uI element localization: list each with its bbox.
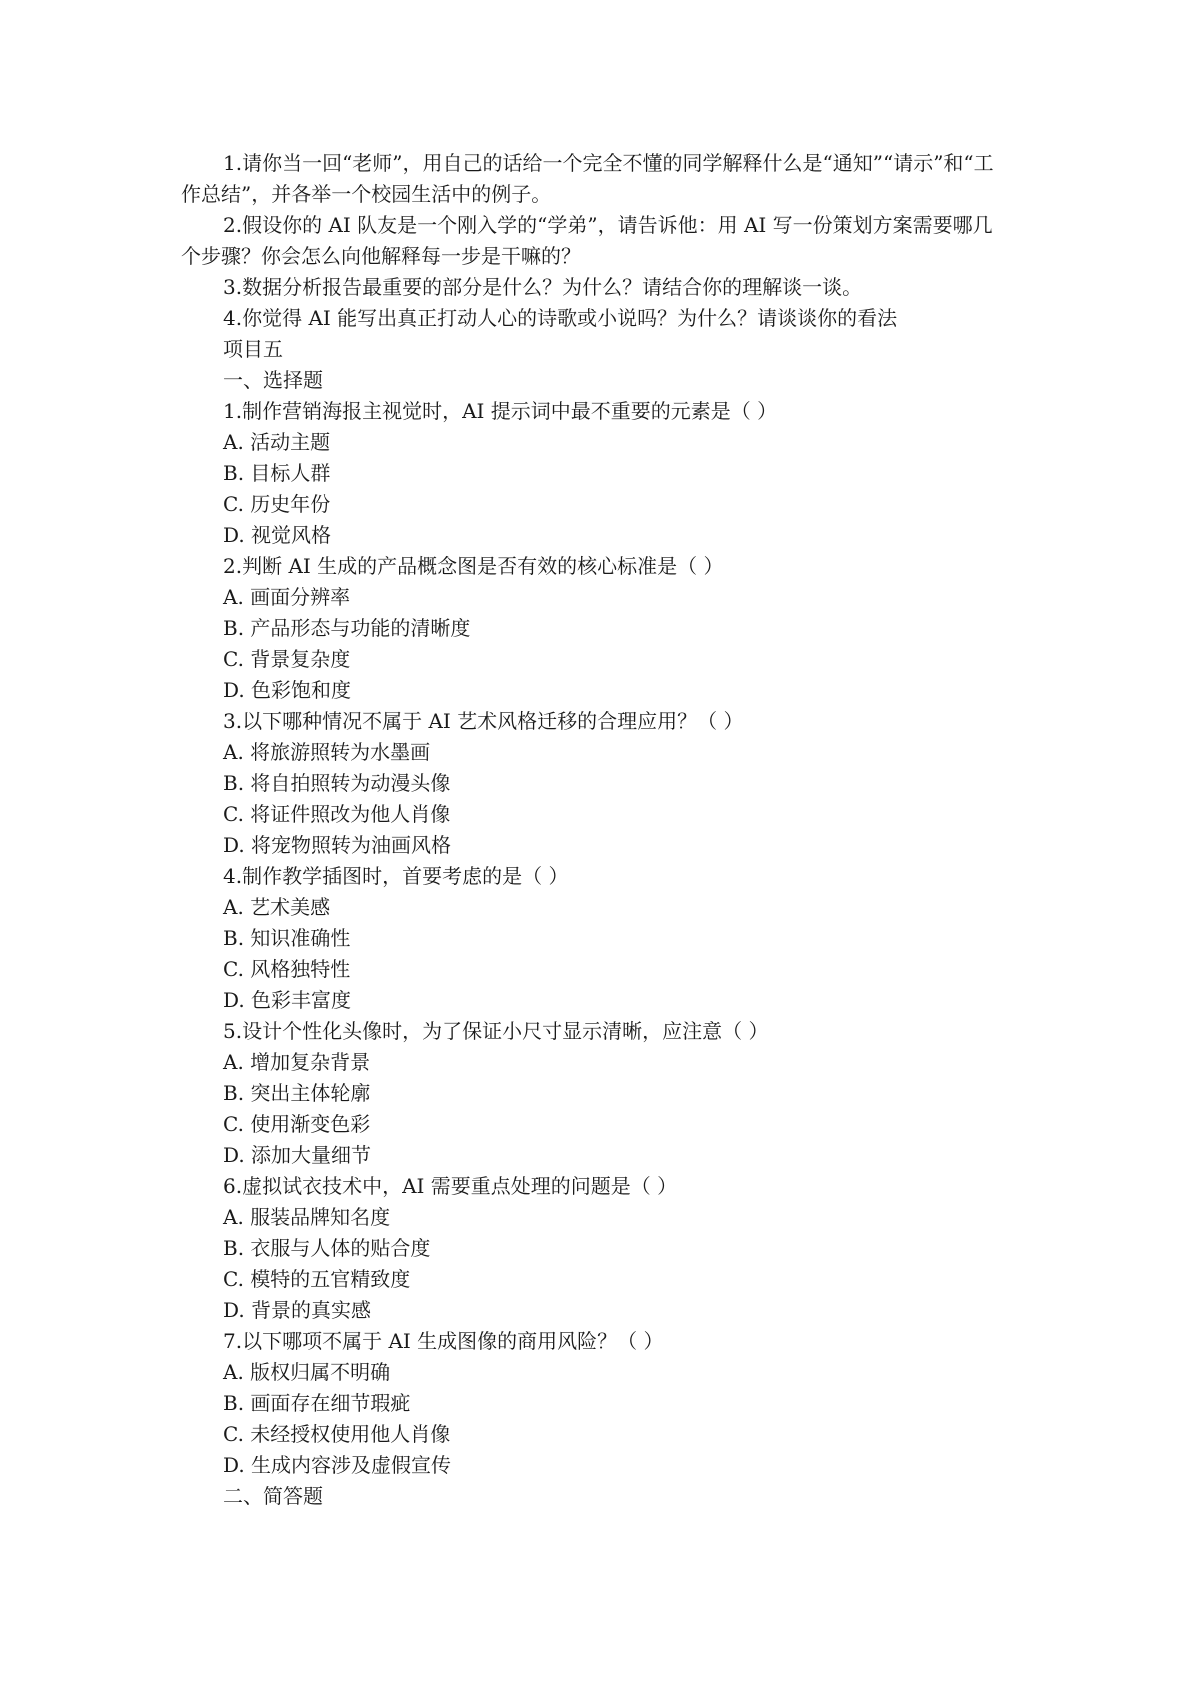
section-heading-choice: 一、选择题 (223, 368, 323, 392)
option: C. 模特的五官精致度 (223, 1267, 411, 1291)
option: C. 使用渐变色彩 (223, 1112, 371, 1136)
intro-question-1: 1.请你当一回“老师”，用自己的话给一个完全不懂的同学解释什么是“通知”“请示”和“工作总结”，并各举一个校园生活中的例子。 (181, 151, 994, 206)
project-title: 项目五 (223, 337, 283, 361)
option: D. 添加大量细节 (223, 1143, 372, 1167)
option: D. 将宠物照转为油画风格 (223, 833, 452, 857)
option: C. 风格独特性 (223, 957, 351, 981)
option: D. 色彩丰富度 (223, 988, 352, 1012)
option: D. 视觉风格 (223, 523, 332, 547)
intro-question-2: 2.假设你的 AI 队友是一个刚入学的“学弟”，请告诉他：用 AI 写一份策划方案需要哪几个步骤？你会怎么向他解释每一步是干嘛的？ (181, 213, 993, 268)
option: B. 突出主体轮廓 (223, 1081, 371, 1105)
option: B. 衣服与人体的贴合度 (223, 1236, 431, 1260)
option: D. 色彩饱和度 (223, 678, 352, 702)
question-stem: 7.以下哪项不属于 AI 生成图像的商用风险？（ ） (223, 1329, 664, 1353)
option: B. 产品形态与功能的清晰度 (223, 616, 471, 640)
option: B. 目标人群 (223, 461, 331, 485)
option: C. 背景复杂度 (223, 647, 351, 671)
option: B. 将自拍照转为动漫头像 (223, 771, 451, 795)
section-heading-short-answer: 二、简答题 (223, 1484, 323, 1508)
option: A. 艺术美感 (223, 895, 331, 919)
option: C. 未经授权使用他人肖像 (223, 1422, 451, 1446)
option: A. 画面分辨率 (223, 585, 351, 609)
option: D. 背景的真实感 (223, 1298, 372, 1322)
question-stem: 2.判断 AI 生成的产品概念图是否有效的核心标准是（ ） (223, 554, 724, 578)
question-stem: 5.设计个性化头像时，为了保证小尺寸显示清晰，应注意（ ） (223, 1019, 769, 1043)
question-stem: 4.制作教学插图时，首要考虑的是（ ） (223, 864, 569, 888)
option: A. 服装品牌知名度 (223, 1205, 391, 1229)
option: B. 知识准确性 (223, 926, 351, 950)
question-stem: 3.以下哪种情况不属于 AI 艺术风格迁移的合理应用？（ ） (223, 709, 744, 733)
intro-question-4: 4.你觉得 AI 能写出真正打动人心的诗歌或小说吗？为什么？请谈谈你的看法 (223, 306, 898, 330)
option: C. 将证件照改为他人肖像 (223, 802, 451, 826)
question-stem: 1.制作营销海报主视觉时，AI 提示词中最不重要的元素是（ ） (223, 399, 778, 423)
option: B. 画面存在细节瑕疵 (223, 1391, 411, 1415)
option: D. 生成内容涉及虚假宣传 (223, 1453, 452, 1477)
option: A. 增加复杂背景 (223, 1050, 371, 1074)
option: A. 版权归属不明确 (223, 1360, 391, 1384)
option: A. 将旅游照转为水墨画 (223, 740, 431, 764)
option: C. 历史年份 (223, 492, 331, 516)
question-stem: 6.虚拟试衣技术中，AI 需要重点处理的问题是（ ） (223, 1174, 678, 1198)
option: A. 活动主题 (223, 430, 331, 454)
intro-question-3: 3.数据分析报告最重要的部分是什么？为什么？请结合你的理解谈一谈。 (223, 275, 863, 299)
